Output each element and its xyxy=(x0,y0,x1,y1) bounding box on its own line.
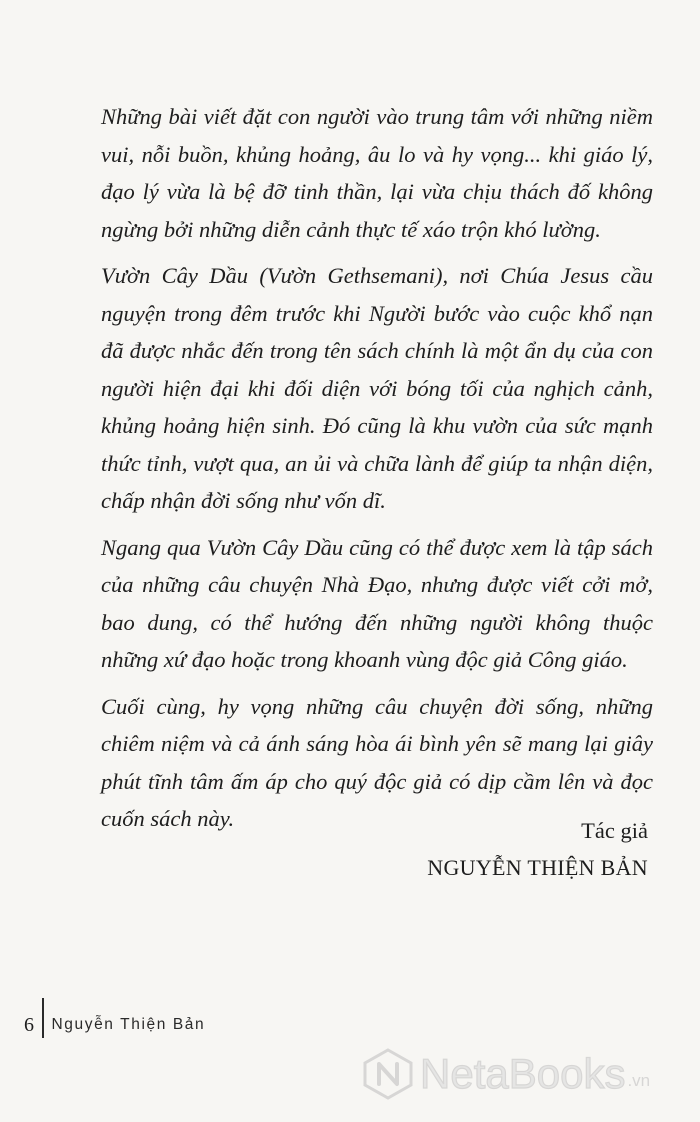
watermark xyxy=(362,1048,650,1100)
netabooks-logo-icon xyxy=(362,1048,414,1100)
paragraph-3: Ngang qua Vườn Cây Dầu cũng có thể được xem là tập sách của những câu chuyện Nhà Đạo, nhưng được viết cởi mở, bao dung, có thể hướng đến những người không thuộc những xứ đạo hoặc trong khoanh vùng độc giả Công giáo. xyxy=(101,534,653,672)
running-head: Nguyễn Thiện Bản xyxy=(51,1016,206,1033)
watermark-text: NetaBooks xyxy=(420,1050,626,1097)
author-role: Tác giả xyxy=(581,818,648,843)
paragraph-2: Vườn Cây Dầu (Vườn Gethsemani), nơi Chúa Jesus cầu nguyện trong đêm trước khi Người bước vào cuộc khổ nạn đã được nhắc đến trong tên sách chính là một ẩn dụ của con người hiện đại khi đối diện với bóng tối của nghịch cảnh, khủng hoảng hiện sinh. Đó cũng là khu vườn của sức mạnh thức tỉnh, vượt qua, an ủi và chữa lành để giúp ta nhận diện, chấp nhận đời sống như vốn dĩ. xyxy=(101,263,653,513)
watermark-domain: .vn xyxy=(627,1071,651,1090)
author-name: NGUYỄN THIỆN BẢN xyxy=(427,855,648,880)
author-signature xyxy=(427,812,648,886)
paragraph-1: Những bài viết đặt con người vào trung tâm với những niềm vui, nỗi buồn, khủng hoảng, âu lo và hy vọng... khi giáo lý, đạo lý vừa là bệ đỡ tinh thần, lại vừa chịu thách đố không ngừng bởi những diễn cảnh thực tế xáo trộn khó lường. xyxy=(101,104,653,242)
page-footer xyxy=(24,1006,205,1044)
page-number: 6 xyxy=(24,1013,34,1036)
body-text xyxy=(101,98,653,838)
paragraph-4: Cuối cùng, hy vọng những câu chuyện đời sống, những chiêm niệm và cả ánh sáng hòa ái bình yên sẽ mang lại giây phút tĩnh tâm ấm áp cho quý độc giả có dịp cầm lên và đọc cuốn sách này. xyxy=(101,693,653,831)
